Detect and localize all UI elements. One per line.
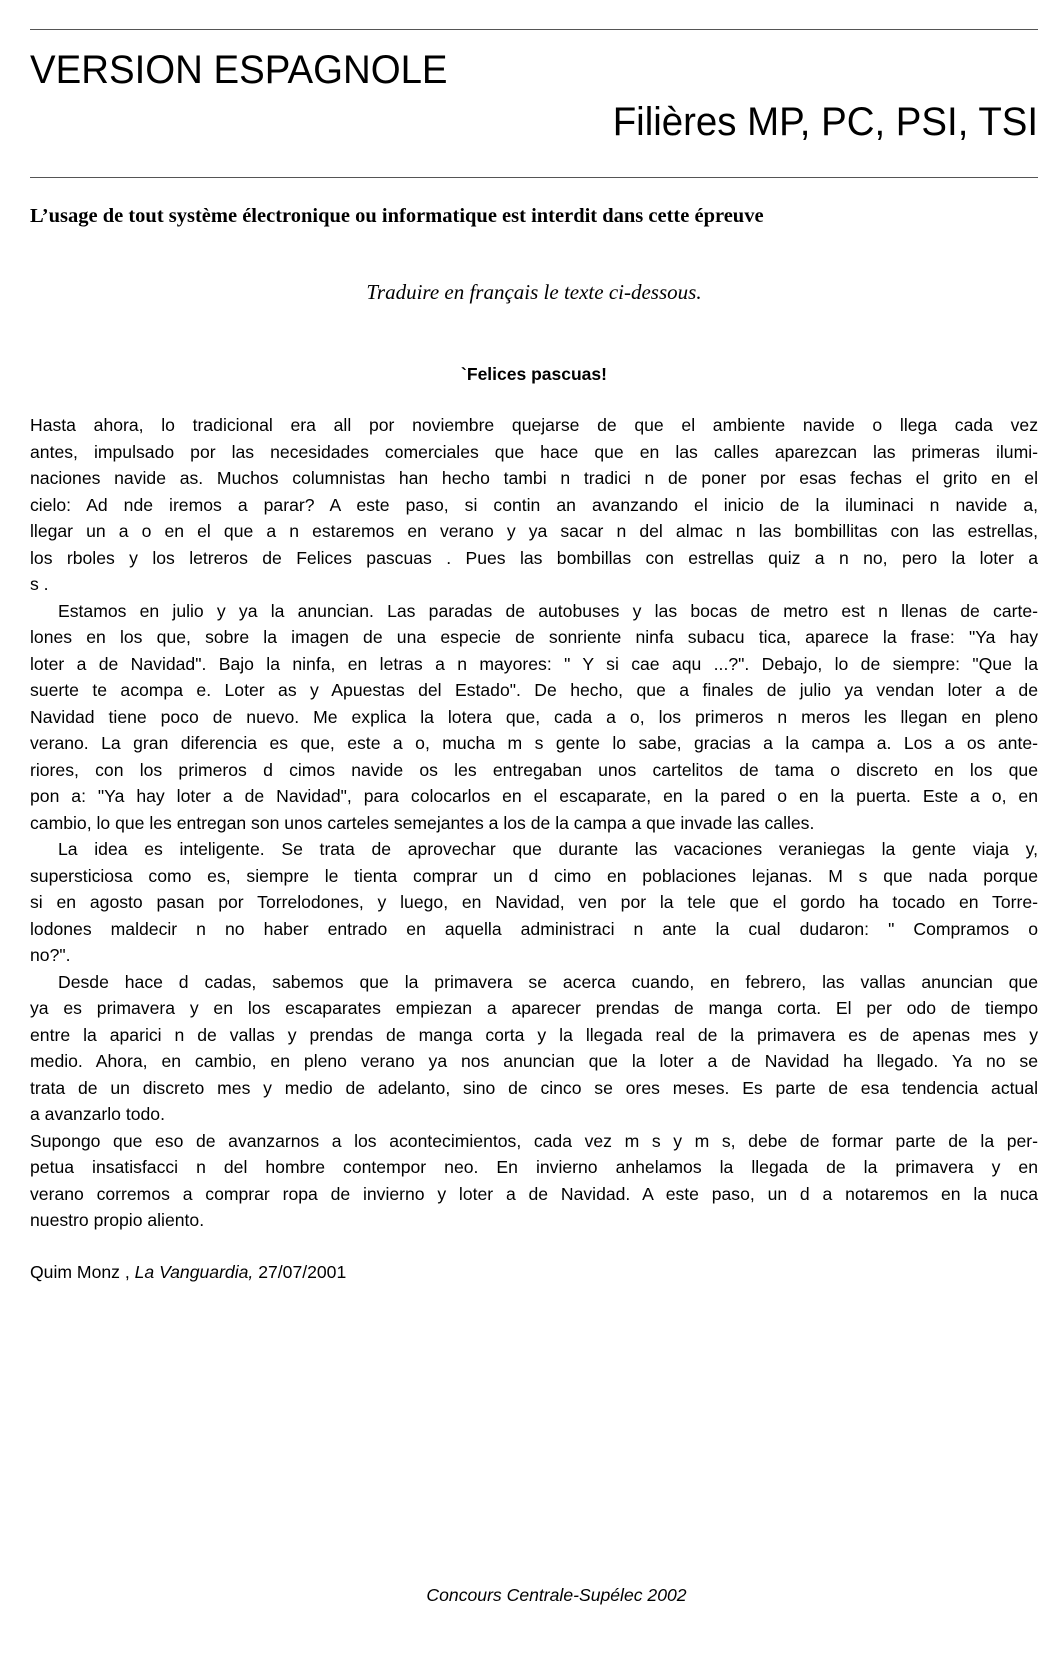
translation-instruction: Traduire en français le texte ci-dessous. xyxy=(366,280,702,304)
text-line: lones en los que, sobre la imagen de una especie de sonriente ninfa subacu tica, aparece la frase: "Ya hay xyxy=(30,627,1038,647)
source-citation xyxy=(30,1259,346,1285)
text-title: `Felices pascuas! xyxy=(461,364,607,384)
text-line: entre la aparici n de vallas y prendas de manga corta y la llegada real de la primavera es de apenas mes y xyxy=(30,1024,1038,1045)
text-line: supersticiosa como es, siempre le tienta comprar un d cimo en poblaciones lejanas. M s que nada porque xyxy=(30,865,1038,886)
text-line: lodones maldecir n no haber entrado en aquella administraci n ante la cual dudaron: " Compramos o xyxy=(30,918,1038,939)
text-line: ya es primavera y en los escaparates empiezan a aparecer prendas de manga corta. El per odo de tiempo xyxy=(30,998,1038,1018)
text-line: riores, con los primeros d cimos navide os les entregaban unos cartelitos de tama o discreto en los que xyxy=(30,759,1038,780)
text-line: Estamos en julio y ya la anuncian. Las paradas de autobuses y las bocas de metro est n llenas de carte- xyxy=(58,600,1038,621)
text-line: nuestro propio aliento. xyxy=(30,1210,205,1230)
text-line: cielo: Ad nde iremos a parar? A este paso, si contin an avanzando el inicio de la iluminaci n navide a, xyxy=(30,494,1038,515)
top-divider xyxy=(30,29,1038,30)
exam-subtitle: Filières MP, PC, PSI, TSI xyxy=(612,100,1038,144)
text-line: si en agosto pasan por Torrelodones, y luego, en Navidad, ven por la tele que el gordo ha tocado en Torre- xyxy=(30,892,1038,912)
text-line: Supongo que eso de avanzarnos a los acontecimientos, cada vez m s y m s, debe de formar parte de la per- xyxy=(30,1130,1038,1151)
text-line: a avanzarlo todo. xyxy=(30,1104,165,1124)
text-line: La idea es inteligente. Se trata de aprovechar que durante las vacaciones veraniegas la gente viaja y, xyxy=(58,839,1038,859)
text-line: s . xyxy=(30,574,49,594)
text-line: antes, impulsado por las necesidades comerciales que hace que en las calles aparezcan las primeras ilumi- xyxy=(30,441,1038,462)
electronics-notice: L’usage de tout système électronique ou informatique est interdit dans cette épreuve xyxy=(30,205,764,227)
text-line: no?". xyxy=(30,945,71,965)
source-publication: La Vanguardia, xyxy=(134,1262,254,1282)
text-line: cambio, lo que les entregan son unos carteles semejantes a los de la campa a que invade las calles. xyxy=(30,812,815,833)
page-footer: Concours Centrale-Supélec 2002 xyxy=(426,1585,687,1605)
text-body xyxy=(30,412,1038,1234)
header-divider xyxy=(30,177,1038,178)
text-line: verano. La gran diferencia es que, este a o, mucha m s gente lo sabe, gracias a la campa a. Los a os ante- xyxy=(30,733,1038,753)
text-line: medio. Ahora, en cambio, en pleno verano ya nos anuncian que la loter a de Navidad ha llegado. Ya no se xyxy=(30,1051,1038,1071)
text-line: Desde hace d cadas, sabemos que la primavera se acerca cuando, en febrero, las vallas anuncian que xyxy=(58,971,1038,992)
exam-title: VERSION ESPAGNOLE xyxy=(30,48,448,92)
source-date: 27/07/2001 xyxy=(253,1262,347,1282)
text-line: Hasta ahora, lo tradicional era all por noviembre quejarse de que el ambiente navide o llega cada vez xyxy=(30,415,1038,435)
text-line: llegar un a o en el que a n estaremos en verano y ya sacar n del almac n las bombillitas con las estrellas, xyxy=(30,521,1038,541)
text-line: Navidad tiene poco de nuevo. Me explica la lotera que, cada a o, los primeros n meros les llegan en pleno xyxy=(30,706,1038,727)
text-line: petua insatisfacci n del hombre contempor neo. En invierno anhelamos la llegada de la primavera y en xyxy=(30,1157,1038,1177)
exam-page xyxy=(30,0,1038,1654)
text-line: trata de un discreto mes y medio de adelanto, sino de cinco se ores meses. Es parte de esa tendencia actual xyxy=(30,1077,1038,1098)
source-author: Quim Monz , xyxy=(30,1262,135,1282)
text-line: los rboles y los letreros de Felices pascuas . Pues las bombillas con estrellas quiz a n no, pero la loter a xyxy=(30,547,1038,568)
text-line: loter a de Navidad". Bajo la ninfa, en letras a n mayores: " Y si cae aqu ...?". Debajo, lo de siempre: "Que la xyxy=(30,653,1038,674)
text-line: naciones navide as. Muchos columnistas han hecho tambi n tradici n de poner por esas fechas el grito en el xyxy=(30,468,1038,488)
text-line: verano corremos a comprar ropa de invierno y loter a de Navidad. A este paso, un d a notaremos en la nuca xyxy=(30,1183,1038,1204)
text-line: pon a: "Ya hay loter a de Navidad", para colocarlos en el escaparate, en la pared o en la puerta. Este a o, en xyxy=(30,786,1038,806)
text-line: suerte te acompa e. Loter as y Apuestas del Estado". De hecho, que a finales de julio ya vendan loter a de xyxy=(30,680,1038,700)
